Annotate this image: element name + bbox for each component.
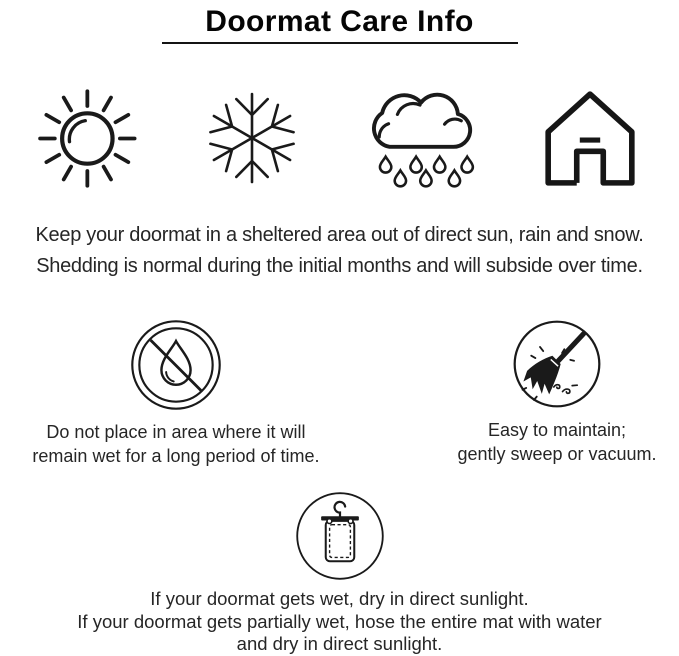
dust-swirls [554,385,577,394]
snowflake-icon [202,86,302,190]
hanging-mat-icon [294,490,386,582]
title-underline [162,42,518,44]
intro-line-1: Keep your doormat in a sheltered area out of direct sun, rain and snow. [35,224,644,246]
house-icon [539,87,641,189]
sun-icon [38,86,143,191]
no-wet-area-caption [0,420,352,468]
no-wet-area-tip [0,318,352,468]
caption-line: gently sweep or vacuum. [457,444,657,464]
caption-line: Easy to maintain; [487,420,627,440]
intro-line-2: Shedding is normal during the initial months and will subside over time. [36,255,643,277]
care-tips-row [0,318,679,468]
raindrops [380,157,473,187]
caption-line: and dry in direct sunlight. [236,633,443,654]
broom-icon [511,318,603,410]
page-title: Doormat Care Info [205,5,474,38]
caption-line: If your doormat gets partially wet, hose the entire mat with water [77,610,602,632]
caption-line: Do not place in area where it will [46,422,306,442]
intro-text [0,220,679,282]
weather-icons-row [38,78,642,198]
caption-line: remain wet for a long period of time. [32,446,320,466]
drying-caption [0,588,679,656]
caption-line: If your doormat gets wet, dry in direct sunlight. [150,588,529,609]
drying-tip [0,490,679,656]
easy-maintain-caption [435,418,679,466]
no-water-icon [129,318,223,412]
header [0,0,679,44]
easy-maintain-tip [435,318,679,466]
rain-cloud-icon [362,82,480,194]
